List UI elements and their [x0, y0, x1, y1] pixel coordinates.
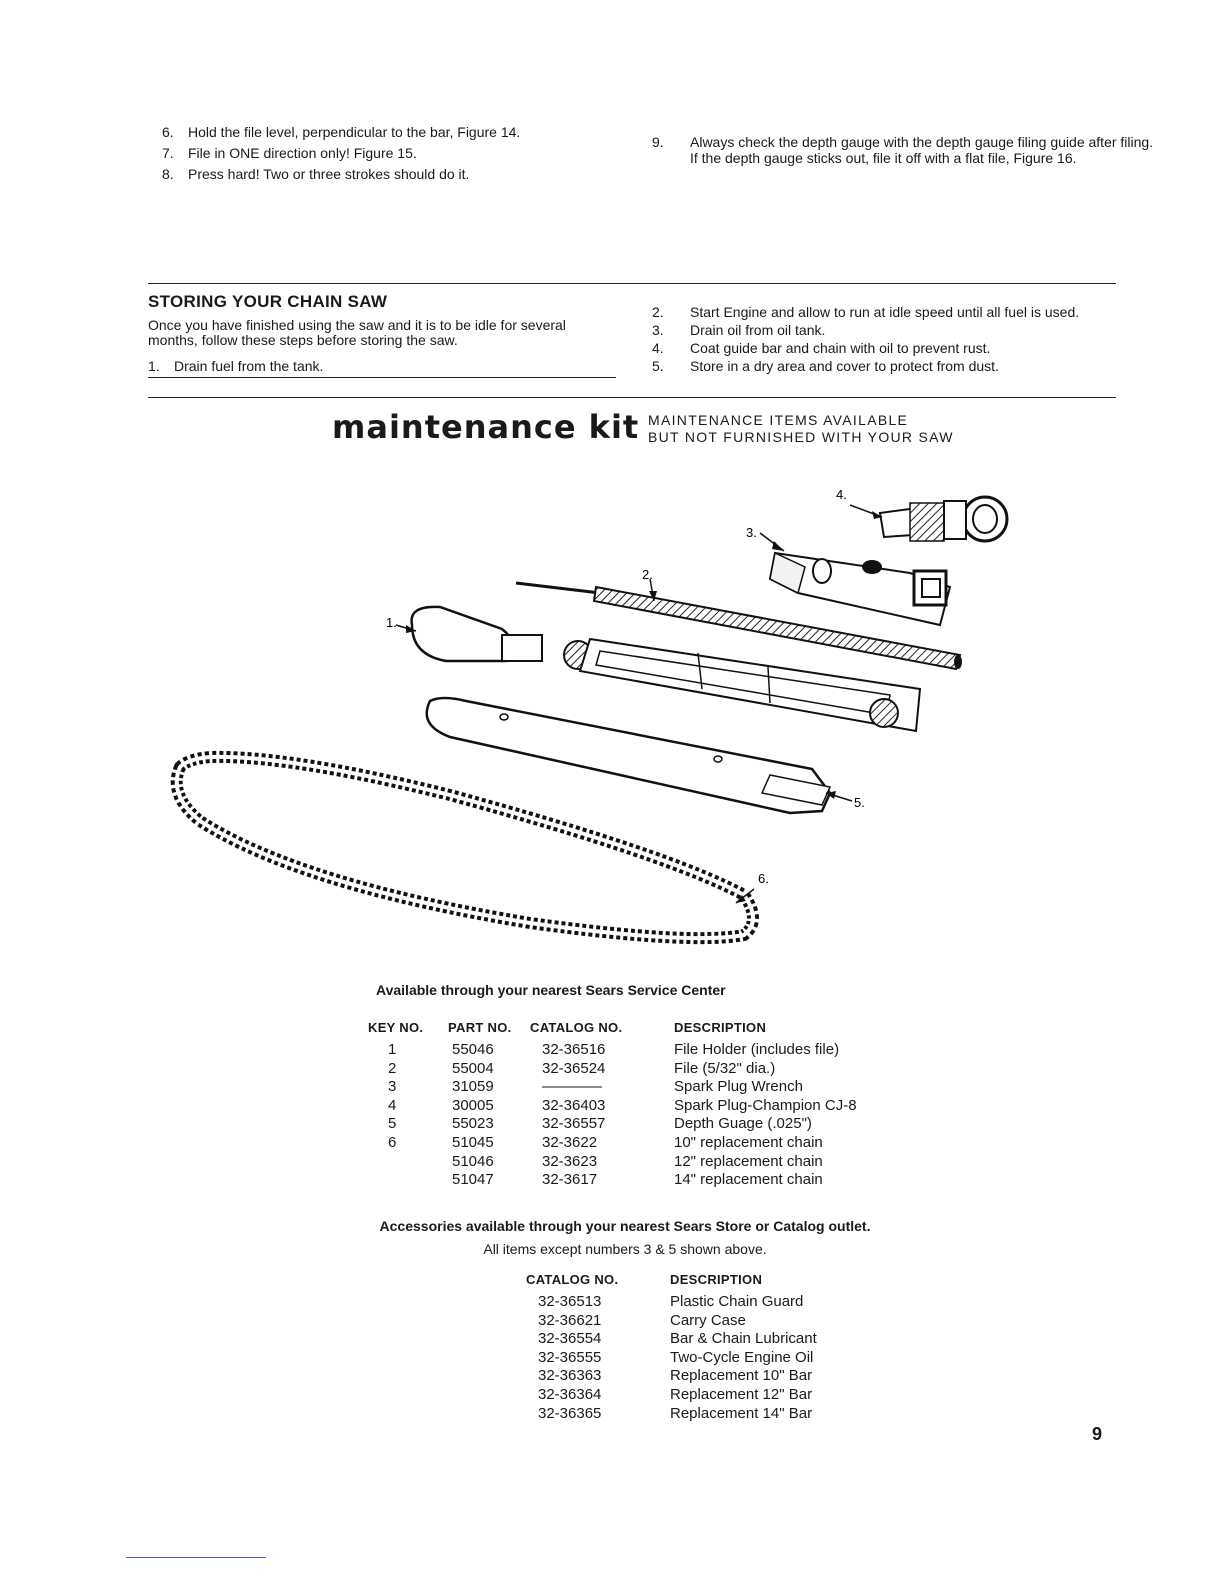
- storing-section-right: [652, 304, 1122, 374]
- filing-step-9: 9. Always check the depth gauge with the depth gauge filing guide after filing. If the depth gauge sticks out, file it off with a flat file, Figure 16.: [652, 134, 1154, 166]
- parts-table: [368, 1020, 914, 1190]
- table-row: 32-36554 Bar & Chain Lubricant: [538, 1330, 817, 1348]
- footnote-rule: [126, 1557, 266, 1558]
- section-divider-top: [148, 283, 1116, 284]
- depth-gauge-icon: [427, 698, 852, 813]
- storing-section-left: [148, 292, 618, 375]
- storing-step: 4. Coat guide bar and chain with oil to prevent rust.: [652, 340, 991, 356]
- table-row: 51047 32-3617 14" replacement chain: [452, 1171, 823, 1189]
- callout-1: 1.: [386, 615, 397, 630]
- filing-step: 6. Hold the file level, perpendicular to the bar, Figure 14.: [162, 124, 521, 140]
- section-divider-bottom: [148, 397, 1116, 398]
- accessories-table-header: CATALOG NO. DESCRIPTION: [526, 1272, 763, 1287]
- spark-plug-icon: [850, 497, 1007, 541]
- storing-step-1: 1. Drain fuel from the tank.: [148, 358, 324, 374]
- storing-title: STORING YOUR CHAIN SAW: [148, 292, 388, 311]
- maintenance-kit-note: MAINTENANCE ITEMS AVAILABLE BUT NOT FURNISHED WITH YOUR SAW: [648, 412, 954, 445]
- callout-4: 4.: [836, 487, 847, 502]
- table-row: 5 55023 32-36557 Depth Guage (.025"): [388, 1115, 812, 1133]
- parts-table-header: KEY NO. PART NO. CATALOG NO. DESCRIPTION: [368, 1020, 767, 1035]
- callout-6: 6.: [758, 871, 769, 886]
- table-row: 32-36364 Replacement 12" Bar: [538, 1385, 813, 1403]
- accessories-subheading: All items except numbers 3 & 5 shown above.: [483, 1241, 767, 1257]
- maintenance-kit-title: maintenance kit: [332, 408, 640, 446]
- accessories-heading: Accessories available through your nearest Sears Store or Catalog outlet.: [379, 1218, 871, 1234]
- storing-left-underline: [148, 377, 616, 378]
- storing-step: 3. Drain oil from oil tank.: [652, 322, 826, 338]
- table-row: 32-36513 Plastic Chain Guard: [538, 1293, 804, 1310]
- storing-step: 2. Start Engine and allow to run at idle speed until all fuel is used.: [652, 304, 1080, 320]
- filing-step: 8. Press hard! Two or three strokes should do it.: [162, 166, 470, 182]
- callout-3: 3.: [746, 525, 757, 540]
- table-row: 6 51045 32-3622 10" replacement chain: [388, 1133, 823, 1151]
- table-row: 4 30005 32-36403 Spark Plug-Champion CJ-8: [388, 1096, 857, 1114]
- table-row: 2 55004 32-36524 File (5/32" dia.): [388, 1059, 776, 1077]
- table-row: 32-36621 Carry Case: [538, 1311, 746, 1329]
- filing-step: 7. File in ONE direction only! Figure 15.: [162, 145, 417, 161]
- accessories-table: [526, 1272, 870, 1423]
- table-row: 51046 32-3623 12" replacement chain: [452, 1152, 823, 1170]
- table-row: 32-36363 Replacement 10" Bar: [538, 1367, 813, 1385]
- spark-plug-wrench-icon: [760, 533, 950, 625]
- table-row: 3 31059 ———— Spark Plug Wrench: [388, 1078, 803, 1096]
- service-center-note: Available through your nearest Sears Service Center: [376, 982, 726, 998]
- storing-step: 5. Store in a dry area and cover to protect from dust.: [652, 358, 999, 374]
- table-row: 32-36365 Replacement 14" Bar: [538, 1404, 813, 1422]
- filing-steps-left: [162, 124, 632, 183]
- table-row: 32-36555 Two-Cycle Engine Oil: [538, 1348, 814, 1366]
- storing-intro: Once you have finished using the saw and it is to be idle for several months, follow these steps before storing the saw.: [148, 317, 566, 348]
- callout-2: 2.: [642, 567, 653, 582]
- table-row: 1 55046 32-36516 File Holder (includes file): [388, 1041, 840, 1058]
- page-number: 9: [1092, 1424, 1103, 1444]
- callout-5: 5.: [854, 795, 865, 810]
- maintenance-kit-diagram: [150, 475, 1030, 965]
